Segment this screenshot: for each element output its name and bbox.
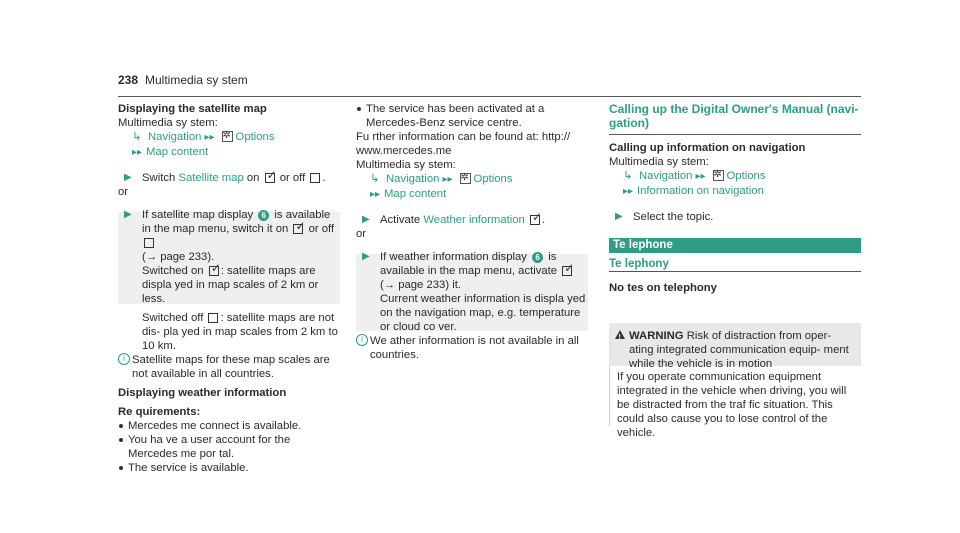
path-link-map-content[interactable]: Map content (384, 188, 447, 200)
callout-6-icon: 6 (258, 210, 269, 221)
subsection-rule (609, 271, 861, 272)
double-chevron-icon: ▸▸ (370, 189, 381, 200)
menu-path (609, 169, 861, 184)
weather-heading: Displaying weather information (118, 387, 287, 399)
step-arrow-icon: ▶ (124, 209, 132, 220)
menu-path (118, 130, 340, 145)
menu-path (356, 172, 588, 187)
column-3 (609, 102, 861, 224)
menu-path (356, 187, 588, 202)
page-ref[interactable]: (→ page 233) it. (380, 279, 462, 291)
path-link-navigation[interactable]: Navigation (386, 173, 440, 185)
info-note: i Satellite maps for these map scales are not available in all countries. (118, 353, 340, 381)
page-number: 238 (118, 73, 139, 87)
satellite-map-link[interactable]: Satellite map (178, 172, 244, 184)
warning-box (609, 323, 861, 439)
warning-header (609, 323, 861, 370)
ms-label: Multimedia sy stem: (118, 117, 218, 129)
switched-off-text: Switched off : satellite maps are not dis‐ pla yed in map scales from 2 km to 10 km. (142, 312, 338, 352)
checkbox-on-icon (265, 173, 275, 183)
checkbox-on-icon (530, 215, 540, 225)
menu-path (609, 184, 861, 199)
weather-information-link[interactable]: Weather information (423, 214, 525, 226)
callout-6-icon: 6 (532, 252, 543, 263)
menu-arrow-icon: ↳ (132, 131, 142, 143)
path-link-options[interactable]: Options (473, 173, 513, 185)
step-switch-satellite: ▶ Switch Satellite map on ✓ or off . (118, 171, 340, 185)
double-chevron-icon: ▸▸ (695, 171, 706, 182)
step-arrow-icon: ▶ (124, 172, 132, 183)
header-rule (118, 96, 861, 97)
subsection-telephony: Te lephony (609, 258, 669, 270)
warning-icon (615, 330, 625, 339)
requirements-label: Re quirements: (118, 406, 201, 418)
path-link-info-navigation[interactable]: Information on navigation (637, 185, 764, 197)
title-rule (609, 134, 861, 141)
menu-arrow-icon: ↳ (370, 173, 380, 185)
path-link-navigation[interactable]: Navigation (639, 170, 693, 182)
gear-icon (460, 173, 471, 184)
checkbox-off-icon (208, 313, 218, 323)
column-2 (356, 102, 588, 362)
list-item: You ha ve a user account for the Mercedes me por tal. (118, 433, 340, 461)
path-link-options[interactable]: Options (726, 170, 766, 182)
step-arrow-icon: ▶ (362, 251, 370, 262)
step-select-topic: ▶ Select the topic. (615, 211, 714, 223)
warning-label: WARNING (629, 330, 684, 342)
section-heading: Displaying the satellite map (118, 103, 267, 115)
ms-label: Multimedia sy stem: (609, 156, 709, 168)
warning-title: Risk of distraction from oper‐ ating integrated communication equip‐ ment while the vehicle is in motion (629, 330, 849, 370)
page-ref[interactable]: (→ page 233). (142, 251, 215, 263)
path-link-map-content[interactable]: Map content (146, 146, 209, 158)
further-info: Fu rther information can be found at: http:// www.mercedes.me (356, 131, 571, 157)
section-title: Calling up the Digital Owner's Manual (navi‐ gation) (609, 102, 859, 130)
step-arrow-icon: ▶ (362, 214, 370, 225)
checkbox-off-icon (310, 173, 320, 183)
step-weather-display: ▶ If weather information display 6 is available in the map menu, activate ✓(→ page 233) it. Current weather information is displa yed on the navigation map, e.g. temperature or cloud co ver. (356, 250, 588, 334)
checkbox-on-icon (209, 266, 219, 276)
or-text: or (118, 186, 129, 198)
step-arrow-icon: ▶ (615, 211, 623, 222)
path-link-navigation[interactable]: Navigation (148, 131, 202, 143)
path-link-options[interactable]: Options (235, 131, 275, 143)
info-icon: i (118, 353, 130, 365)
warning-body: If you operate communication equipment integrated in the vehicle when driving, you will be distracted from the traf fic situation. This could also cause you to lose control of the vehicle. (609, 366, 861, 426)
checkbox-off-icon (144, 238, 154, 248)
ms-label: Multimedia sy stem: (356, 159, 456, 171)
step-satellite-display: ▶ If satellite map display 6 is available in the map menu, switch it on ✓ or off (→ page 233). Switched on ✓: satellite maps are displa yed in map scales of 2 km or less. (118, 208, 340, 306)
list-item: The service has been activated at a Mercedes-Benz service centre. (356, 102, 588, 130)
list-item: Mercedes me connect is available. (118, 419, 340, 433)
or-text: or (356, 228, 367, 240)
double-chevron-icon: ▸▸ (442, 174, 453, 185)
gear-icon (222, 131, 233, 142)
menu-path (118, 145, 340, 160)
double-chevron-icon: ▸▸ (204, 132, 215, 143)
double-chevron-icon: ▸▸ (132, 147, 143, 158)
double-chevron-icon: ▸▸ (623, 186, 634, 197)
checkbox-on-icon (293, 224, 303, 234)
step-activate-weather: ▶ Activate Weather information ✓ . (356, 213, 588, 227)
list-item: The service is available. (118, 461, 340, 475)
gear-icon (713, 170, 724, 181)
notes-heading: No tes on telephony (609, 282, 717, 294)
section-bar-telephone: Te lephone (609, 238, 861, 253)
info-note: i We ather information is not available in all countries. (356, 334, 588, 362)
menu-arrow-icon: ↳ (623, 170, 633, 182)
checkbox-on-icon (562, 266, 572, 276)
subheading: Calling up information on navigation (609, 142, 806, 154)
running-title: Multimedia sy stem (145, 73, 248, 87)
info-icon: i (356, 334, 368, 346)
column-1 (118, 102, 340, 475)
